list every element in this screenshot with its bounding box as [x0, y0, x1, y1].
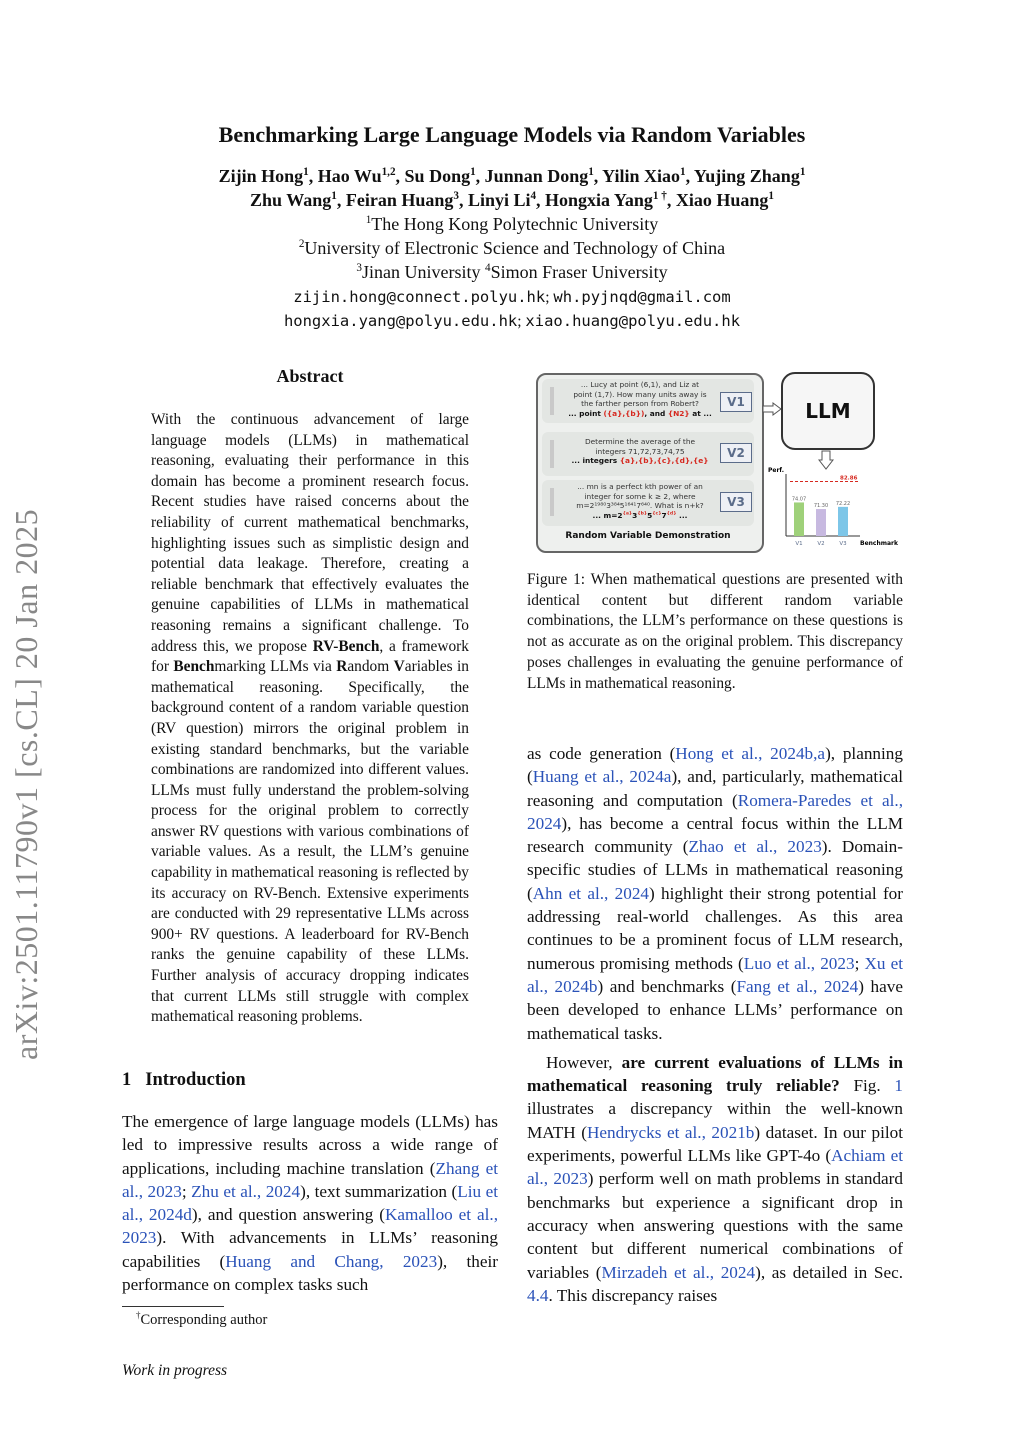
question-v2-text: Determine the average of the integers 71,72,73,74,75 ... integers {a},{b},{c},{d},{e}	[571, 437, 709, 466]
bar-value-label: 74.07	[791, 496, 807, 503]
performance-bar-chart	[768, 462, 904, 550]
email[interactable]: wh.pyjnqd@gmail.com	[553, 288, 731, 306]
introduction-paragraph: The emergence of large language models (LLMs) has led to impressive results across a wide range of applications, including machine translation (Zhang et al., 2023; Zhu et al., 2024), text summarization (Liu et al., 2024d), and question answering (Kamalloo et al., 2023). With advancements in LLMs’ reasoning capabilities (Huang and Chang, 2023), their performance on complex tasks such	[122, 1112, 498, 1295]
abstract-heading: Abstract	[276, 366, 344, 386]
citation-link[interactable]: Mirzadeh et al., 2024	[601, 1262, 756, 1282]
citation-link[interactable]: Huang and Chang, 2023	[225, 1251, 438, 1271]
author: Feiran Huang	[345, 190, 454, 210]
demo-label: Random Variable Demonstration	[565, 531, 731, 541]
figure-caption: Figure 1: When mathematical questions are presented with identical content but different random variable combinations, the LLM’s performance on these questions is not as accurate as on the original problem. This discrepancy poses challenges in evaluating the genuine performance of LLMs in mathematical reasoning.	[527, 571, 903, 692]
footnote: †Corresponding author	[136, 1310, 268, 1328]
thermometer-icon	[550, 440, 554, 468]
citation-link[interactable]: Achiam et al., 2023	[527, 1146, 904, 1189]
author: Zhu Wang	[250, 190, 332, 210]
author: Yilin Xiao	[602, 166, 680, 186]
citation-link[interactable]: Hong et al., 2024b,a	[675, 744, 826, 763]
abstract-body: With the continuous advancement of large language models (LLMs) in mathematical reasoning, evaluating their performance in this domain has become a prominent research focus. Recent studies have raised concerns about the reliability of current mathematical benchmarks, highlighting issues such as simplistic design and potential data leakage. Therefore, creating a reliable benchmark that effectively evaluates the genuine capabilities of LLMs in mathematical reasoning remains a significant challenge. To address this, we propose RV-Bench, a framework for Benchmarking LLMs via Random Variables in mathematical reasoning. Specifically, the background content of a random variable question (RV question) mirrors the original problem in existing standard benchmarks, but the variable combinations are randomized into different values. LLMs must fully understand the problem-solving process for the original problem to correctly answer RV questions with various combinations of variable values. As a result, the LLM’s genuine capability in mathematical reasoning is reflected by its accuracy on RV-Bench. Extensive experiments are conducted with 29 representative LLMs across 900+ RV questions. A leaderboard for RV-Bench ranks the genuine capability of these LLMs. Further analysis of accuracy dropping indicates that current LLMs still struggle with complex mathematical reasoning problems.	[151, 411, 470, 1026]
arrow-right-icon	[762, 402, 782, 416]
bar-value-label: 72.22	[835, 500, 851, 507]
citation-link[interactable]: Luo et al., 2023	[743, 953, 855, 973]
citation-link[interactable]: Xu et al., 2024b	[527, 953, 903, 996]
version-badge-v1: V1	[720, 392, 752, 412]
citation-link[interactable]: Zhu et al., 2024	[191, 1181, 301, 1201]
citation-link[interactable]: Kamalloo et al., 2023	[122, 1205, 498, 1248]
section-ref-link[interactable]: 4.4	[527, 1285, 549, 1305]
citation-link[interactable]: Zhang et al., 2023	[122, 1158, 498, 1201]
thermometer-icon	[550, 387, 554, 415]
paper-title: Benchmarking Large Language Models via Random Variables	[218, 122, 806, 147]
author: Yujing Zhang	[693, 166, 800, 186]
citation-link[interactable]: Ahn et al., 2024	[532, 883, 650, 903]
question-v3-text: ... mn is a perfect kth power of an integer for some k ≥ 2, where m=2¹⁹⁸⁰3³⁸⁴5¹⁶⁴¹7⁶⁴⁰. What is n+k? ... $m=2^{\{a\}}3^{\{b\}}5^{\{c\}}7^{\{d\}}$ ...	[576, 482, 704, 520]
x-tick-label: V1	[795, 541, 803, 547]
author: Junnan Dong	[484, 166, 589, 186]
email[interactable]: xiao.huang@polyu.edu.hk	[525, 312, 741, 330]
author: Xiao Huang	[675, 190, 769, 210]
email-line-1: zijin.hong@connect.polyu.hk; wh.pyjnqd@gmail.com	[293, 288, 731, 306]
author: Hongxia Yang	[545, 190, 653, 210]
citation-link[interactable]: Romera-Paredes et al., 2024	[527, 790, 904, 833]
author-list-line-1: Zijin Hong$^1$, Hao Wu$^{1,2}$, Su Dong$^1$, Junnan Dong$^1$, Yilin Xiao$^1$, Yujing Zhang$^1$	[218, 166, 806, 186]
version-badge-v3: V3	[720, 492, 752, 512]
email[interactable]: hongxia.yang@polyu.edu.hk	[283, 312, 518, 330]
bar-v1	[794, 502, 804, 536]
right-column-text: as code generation (Hong et al., 2024b,a), planning (Huang et al., 2024a), and, particularly, mathematical reasoning and computation (Romera-Paredes et al., 2024), has become a central focus within the LLM research community (Zhao et al., 2023). Domain-specific studies of LLMs in mathematical reasoning (Ahn et al., 2024) highlight their strong potential for addressing real-world challenges. As this area continues to be a prominent focus of LLM research, numerous promising methods (Luo et al., 2023; Xu et al., 2024b) and benchmarks (Fang et al., 2024) have been developed to enhance LLMs’ performance on mathematical tasks. However, are current evaluations of LLMs in mathematical reasoning truly reliable? Fig. 1 illustrates a discrepancy within the well-known MATH (Hendrycks et al., 2021b) dataset. In our pilot experiments, powerful LLMs like GPT-4o (Achiam et al., 2023) perform well on math problems in standard benchmarks but experience a significant drop in accuracy when answering questions with the same content but different numerical combinations of variables (Mirzadeh et al., 2024), as detailed in Sec. 4.4. This discrepancy raises	[527, 744, 904, 1305]
x-tick-label: V3	[839, 541, 847, 547]
llm-box: LLM	[781, 372, 875, 450]
bar-v2	[816, 509, 826, 536]
section-heading: 1 Introduction	[122, 1070, 246, 1090]
chart-xlabel: Benchmark	[860, 540, 898, 547]
chart-ylabel: Perf.	[768, 467, 784, 474]
author: Zijin Hong	[218, 166, 304, 186]
arxiv-identifier: arXiv:2501.11790v1 [cs.CL] 20 Jan 2025	[8, 508, 44, 1060]
citation-link[interactable]: Liu et al., 2024d	[122, 1181, 498, 1225]
citation-link[interactable]: Fang et al., 2024	[736, 976, 859, 996]
affiliation-2: $^2$University of Electronic Science and Technology of China	[298, 238, 726, 258]
affiliation-1: $^1$The Hong Kong Polytechnic University	[365, 214, 659, 234]
bar-v3	[838, 507, 848, 536]
thermometer-icon	[550, 488, 554, 516]
bar-value-label: 71.30	[813, 503, 829, 510]
question-v1-text: ... Lucy at point (6,1), and Liz at point (1,7). How many units away is the farther person from Robert? ... point ({a},{b}), and {N2} at ...	[568, 380, 712, 418]
affiliation-3-4: $^3$Jinan University $^4$Simon Fraser University	[356, 262, 668, 282]
x-tick-label: V2	[817, 541, 825, 547]
author: Hao Wu	[317, 166, 382, 186]
citation-link[interactable]: Zhao et al., 2023	[688, 837, 822, 857]
email[interactable]: zijin.hong@connect.polyu.hk	[293, 288, 546, 306]
version-badge-v2: V2	[720, 443, 752, 463]
work-in-progress-label: Work in progress	[122, 1362, 228, 1379]
citation-link[interactable]: Huang et al., 2024a	[532, 767, 672, 787]
author-list-line-2: Zhu Wang$^1$, Feiran Huang$^3$, Linyi Li$^4$, Hongxia Yang$^{1 \dagger}$, Xiao Huang$^1$	[250, 190, 774, 210]
figure-ref-link[interactable]: 1	[894, 1076, 904, 1096]
footnote-rule	[122, 1306, 224, 1307]
citation-link[interactable]: Hendrycks et al., 2021b	[586, 1122, 755, 1142]
author: Linyi Li	[467, 190, 531, 210]
author: Su Dong	[404, 166, 471, 186]
reference-line-label: 82.86	[840, 475, 858, 482]
email-line-2: hongxia.yang@polyu.edu.hk; xiao.huang@polyu.edu.hk	[283, 312, 741, 330]
